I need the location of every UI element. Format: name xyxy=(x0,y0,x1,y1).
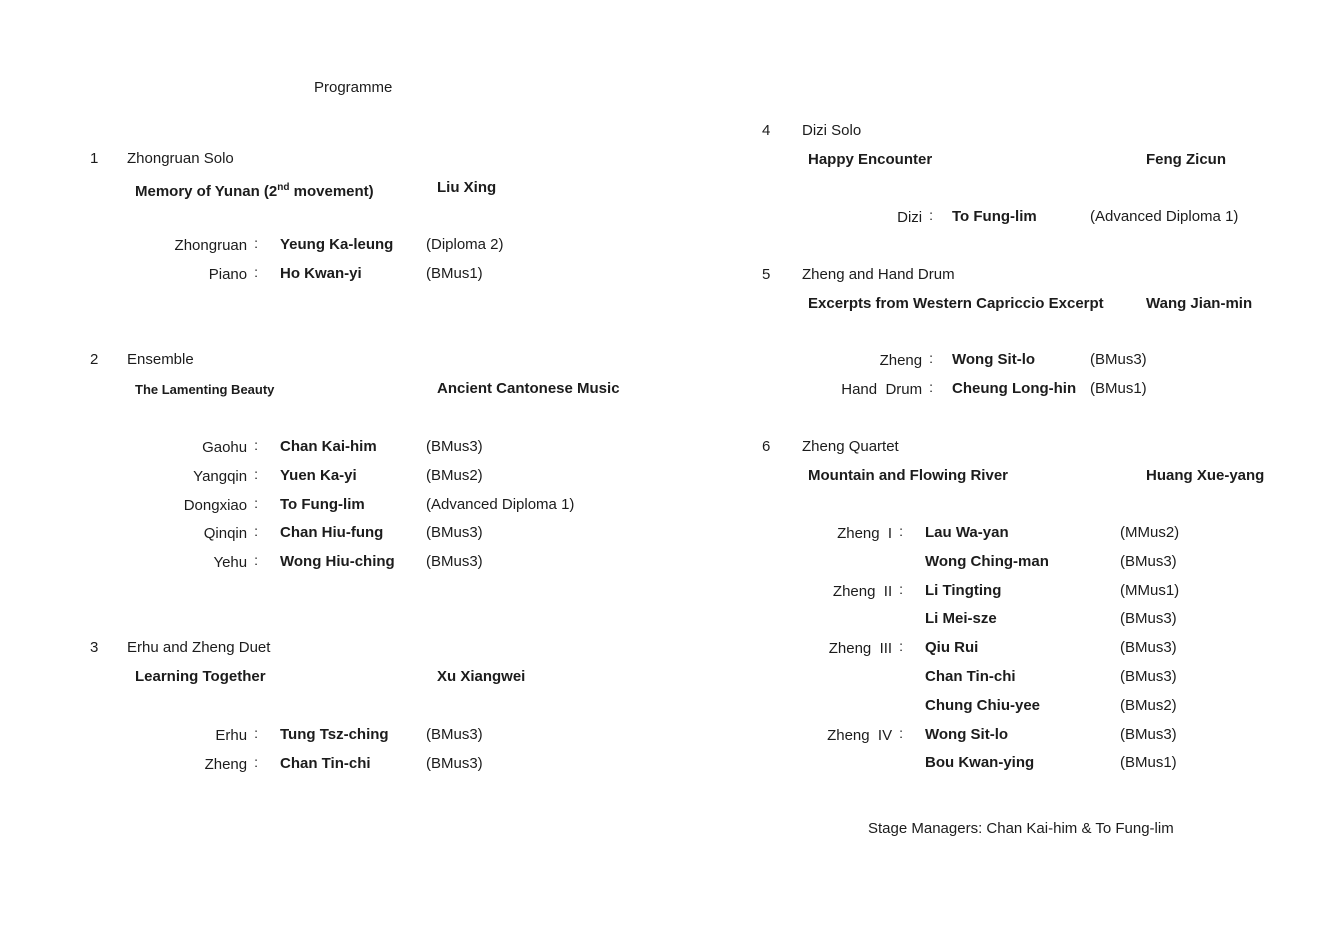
performer-row xyxy=(762,753,1344,773)
performer-instrument-label: Dongxiao : xyxy=(183,494,258,514)
section-heading xyxy=(762,265,955,285)
piece-row xyxy=(90,667,660,687)
performer-instrument-label: Zhongruan : xyxy=(174,235,258,254)
piece-row xyxy=(762,466,1344,486)
performer-instrument-label: Gaohu : xyxy=(202,437,258,456)
performer-class: (BMus3) xyxy=(1120,552,1177,570)
section-number: 3 xyxy=(90,639,99,656)
performer-row xyxy=(762,379,1344,399)
performer-row xyxy=(90,466,660,486)
performer-row xyxy=(762,696,1344,716)
section-genre: Dizi Solo xyxy=(802,122,862,139)
performer-instrument-label: Hand Drum : xyxy=(841,378,933,398)
performer-name: Li Mei-sze xyxy=(925,610,997,628)
colon-separator: : xyxy=(899,724,903,741)
performer-instrument-label: Qinqin : xyxy=(203,523,258,543)
performer-class: (MMus2) xyxy=(1120,524,1180,541)
colon-separator: : xyxy=(254,263,258,280)
performer-row xyxy=(762,638,1344,658)
piece-title xyxy=(808,150,932,170)
performer-row xyxy=(90,264,660,284)
performer-name: Wong Sit-lo xyxy=(925,725,1009,743)
performer-class: (BMus3) xyxy=(426,726,483,743)
performer-name: Cheung Long-hin xyxy=(952,379,1077,397)
section-6-zheng-quartet xyxy=(762,437,1344,787)
section-number: 2 xyxy=(90,351,99,368)
piece-title xyxy=(135,667,266,687)
performer-name: Chan Kai-him xyxy=(280,438,377,455)
section-heading xyxy=(90,638,270,658)
performer-row xyxy=(90,235,660,255)
section-heading xyxy=(90,350,194,370)
colon-separator: : xyxy=(254,437,258,453)
section-genre: Ensemble xyxy=(127,351,194,368)
colon-separator: : xyxy=(929,378,933,395)
performer-name: To Fung-lim xyxy=(952,208,1037,225)
performer-name: Qiu Rui xyxy=(925,639,979,657)
colon-separator: : xyxy=(899,638,903,655)
section-heading xyxy=(762,437,899,457)
performer-class: (BMus3) xyxy=(1090,351,1147,368)
performer-row xyxy=(762,667,1344,687)
piece-row xyxy=(90,379,660,399)
performer-instrument-label: Zheng : xyxy=(204,753,258,773)
colon-separator: : xyxy=(254,465,258,482)
colon-separator: : xyxy=(254,552,258,569)
performer-class: (BMus3) xyxy=(1120,639,1177,657)
piece-row xyxy=(762,150,1344,170)
section-genre: Zhongruan Solo xyxy=(127,150,234,167)
performer-class: (BMus3) xyxy=(426,524,483,542)
section-genre: Zheng and Hand Drum xyxy=(802,266,955,283)
performer-row xyxy=(90,552,660,572)
performer-name: To Fung-lim xyxy=(280,495,365,513)
performer-row xyxy=(90,725,660,745)
colon-separator: : xyxy=(254,725,258,741)
performer-name: Bou Kwan-ying xyxy=(925,754,1035,772)
performer-row xyxy=(762,725,1344,745)
piece-title xyxy=(135,178,374,202)
performer-instrument-label: Yangqin : xyxy=(193,465,258,485)
performer-class: (BMus3) xyxy=(426,553,483,571)
colon-separator: : xyxy=(254,753,258,770)
piece-title-text: Mountain and Flowing River xyxy=(808,467,1008,484)
performer-class: (BMus3) xyxy=(1120,725,1177,743)
piece-title-superscript: nd xyxy=(277,182,290,193)
section-number: 5 xyxy=(762,266,771,283)
performer-row xyxy=(762,609,1344,629)
performer-name: Chung Chiu-yee xyxy=(925,696,1040,714)
piece-title xyxy=(808,466,1008,486)
performer-name: Yeung Ka-leung xyxy=(280,236,394,253)
performer-instrument-label: Zheng I : xyxy=(837,523,903,542)
performer-instrument-label: Piano : xyxy=(208,263,258,283)
performer-class: (BMus3) xyxy=(1120,610,1177,628)
colon-separator: : xyxy=(899,523,903,539)
performer-class: (Advanced Diploma 1) xyxy=(426,495,575,513)
piece-title-text: movement) xyxy=(289,183,374,200)
performer-row xyxy=(762,207,1344,227)
performer-instrument-label: Zheng IV : xyxy=(827,724,903,744)
section-3-erhu-zheng-duet xyxy=(90,638,660,788)
performer-class: (BMus1) xyxy=(1090,379,1147,397)
piece-composer: Huang Xue-yang xyxy=(1146,467,1265,484)
performer-class: (BMus2) xyxy=(426,466,483,484)
section-heading xyxy=(90,149,234,169)
section-number: 4 xyxy=(762,122,771,139)
piece-title xyxy=(808,294,1104,314)
piece-row xyxy=(90,178,660,198)
section-5-zheng-hand-drum xyxy=(762,265,1344,415)
piece-composer: Feng Zicun xyxy=(1146,151,1226,168)
colon-separator: : xyxy=(929,350,933,366)
section-number: 1 xyxy=(90,150,99,167)
performer-class: (MMus1) xyxy=(1120,581,1180,599)
colon-separator: : xyxy=(254,494,258,511)
performer-class: (Advanced Diploma 1) xyxy=(1090,208,1239,225)
colon-separator: : xyxy=(254,235,258,251)
piece-title-text: Memory of Yunan (2 xyxy=(135,183,278,200)
piece-title-text: The Lamenting Beauty xyxy=(135,382,275,397)
piece-composer: Xu Xiangwei xyxy=(437,668,526,685)
section-genre: Zheng Quartet xyxy=(802,438,899,455)
section-heading xyxy=(762,121,861,141)
performer-instrument-label: Yehu : xyxy=(213,552,258,572)
section-2-ensemble xyxy=(90,350,660,600)
performer-class: (BMus1) xyxy=(1120,754,1177,772)
page-title: Programme xyxy=(314,79,393,96)
piece-title xyxy=(135,380,274,400)
performer-row xyxy=(90,754,660,774)
performer-name: Lau Wa-yan xyxy=(925,524,1009,541)
performer-class: (BMus1) xyxy=(426,264,483,282)
performer-name: Chan Tin-chi xyxy=(925,668,1016,685)
performer-name: Wong Ching-man xyxy=(925,552,1049,570)
performer-class: (BMus3) xyxy=(426,438,483,455)
performer-row xyxy=(762,523,1344,543)
performer-row xyxy=(90,495,660,515)
performer-name: Yuen Ka-yi xyxy=(280,466,357,484)
section-1-zhongruan-solo xyxy=(90,149,660,309)
performer-row xyxy=(90,437,660,457)
performer-name: Ho Kwan-yi xyxy=(280,264,362,282)
piece-title-text: Excerpts from Western Capriccio Excerpt xyxy=(808,295,1104,312)
performer-class: (BMus2) xyxy=(1120,696,1177,714)
piece-row xyxy=(762,294,1344,314)
performer-class: (Diploma 2) xyxy=(426,236,504,253)
performer-row xyxy=(762,350,1344,370)
performer-name: Chan Hiu-fung xyxy=(280,524,384,542)
performer-class: (BMus3) xyxy=(1120,668,1177,685)
performer-name: Tung Tsz-ching xyxy=(280,726,389,743)
section-number: 6 xyxy=(762,438,771,455)
piece-composer: Liu Xing xyxy=(437,179,497,196)
colon-separator: : xyxy=(899,580,903,597)
performer-instrument-label: Zheng II : xyxy=(832,580,903,600)
performer-name: Wong Sit-lo xyxy=(952,351,1036,368)
performer-name: Chan Tin-chi xyxy=(280,754,371,772)
stage-managers-line: Stage Managers: Chan Kai-him & To Fung-lim xyxy=(868,820,1174,837)
performer-instrument-label: Dizi : xyxy=(897,207,933,226)
piece-title-text: Learning Together xyxy=(135,668,266,685)
performer-row xyxy=(762,581,1344,601)
colon-separator: : xyxy=(254,523,258,540)
performer-name: Wong Hiu-ching xyxy=(280,553,395,571)
performer-instrument-label: Erhu : xyxy=(215,725,258,744)
performer-name: Li Tingting xyxy=(925,581,1002,599)
performer-row xyxy=(762,552,1344,572)
colon-separator: : xyxy=(929,207,933,223)
performer-class: (BMus3) xyxy=(426,754,483,772)
performer-row xyxy=(90,523,660,543)
section-genre: Erhu and Zheng Duet xyxy=(127,639,271,656)
piece-composer: Wang Jian-min xyxy=(1146,295,1253,312)
performer-instrument-label: Zheng : xyxy=(879,350,933,369)
performer-instrument-label: Zheng III : xyxy=(828,638,903,658)
piece-composer: Ancient Cantonese Music xyxy=(437,380,620,397)
section-4-dizi-solo xyxy=(762,121,1344,241)
piece-title-text: Happy Encounter xyxy=(808,151,933,168)
